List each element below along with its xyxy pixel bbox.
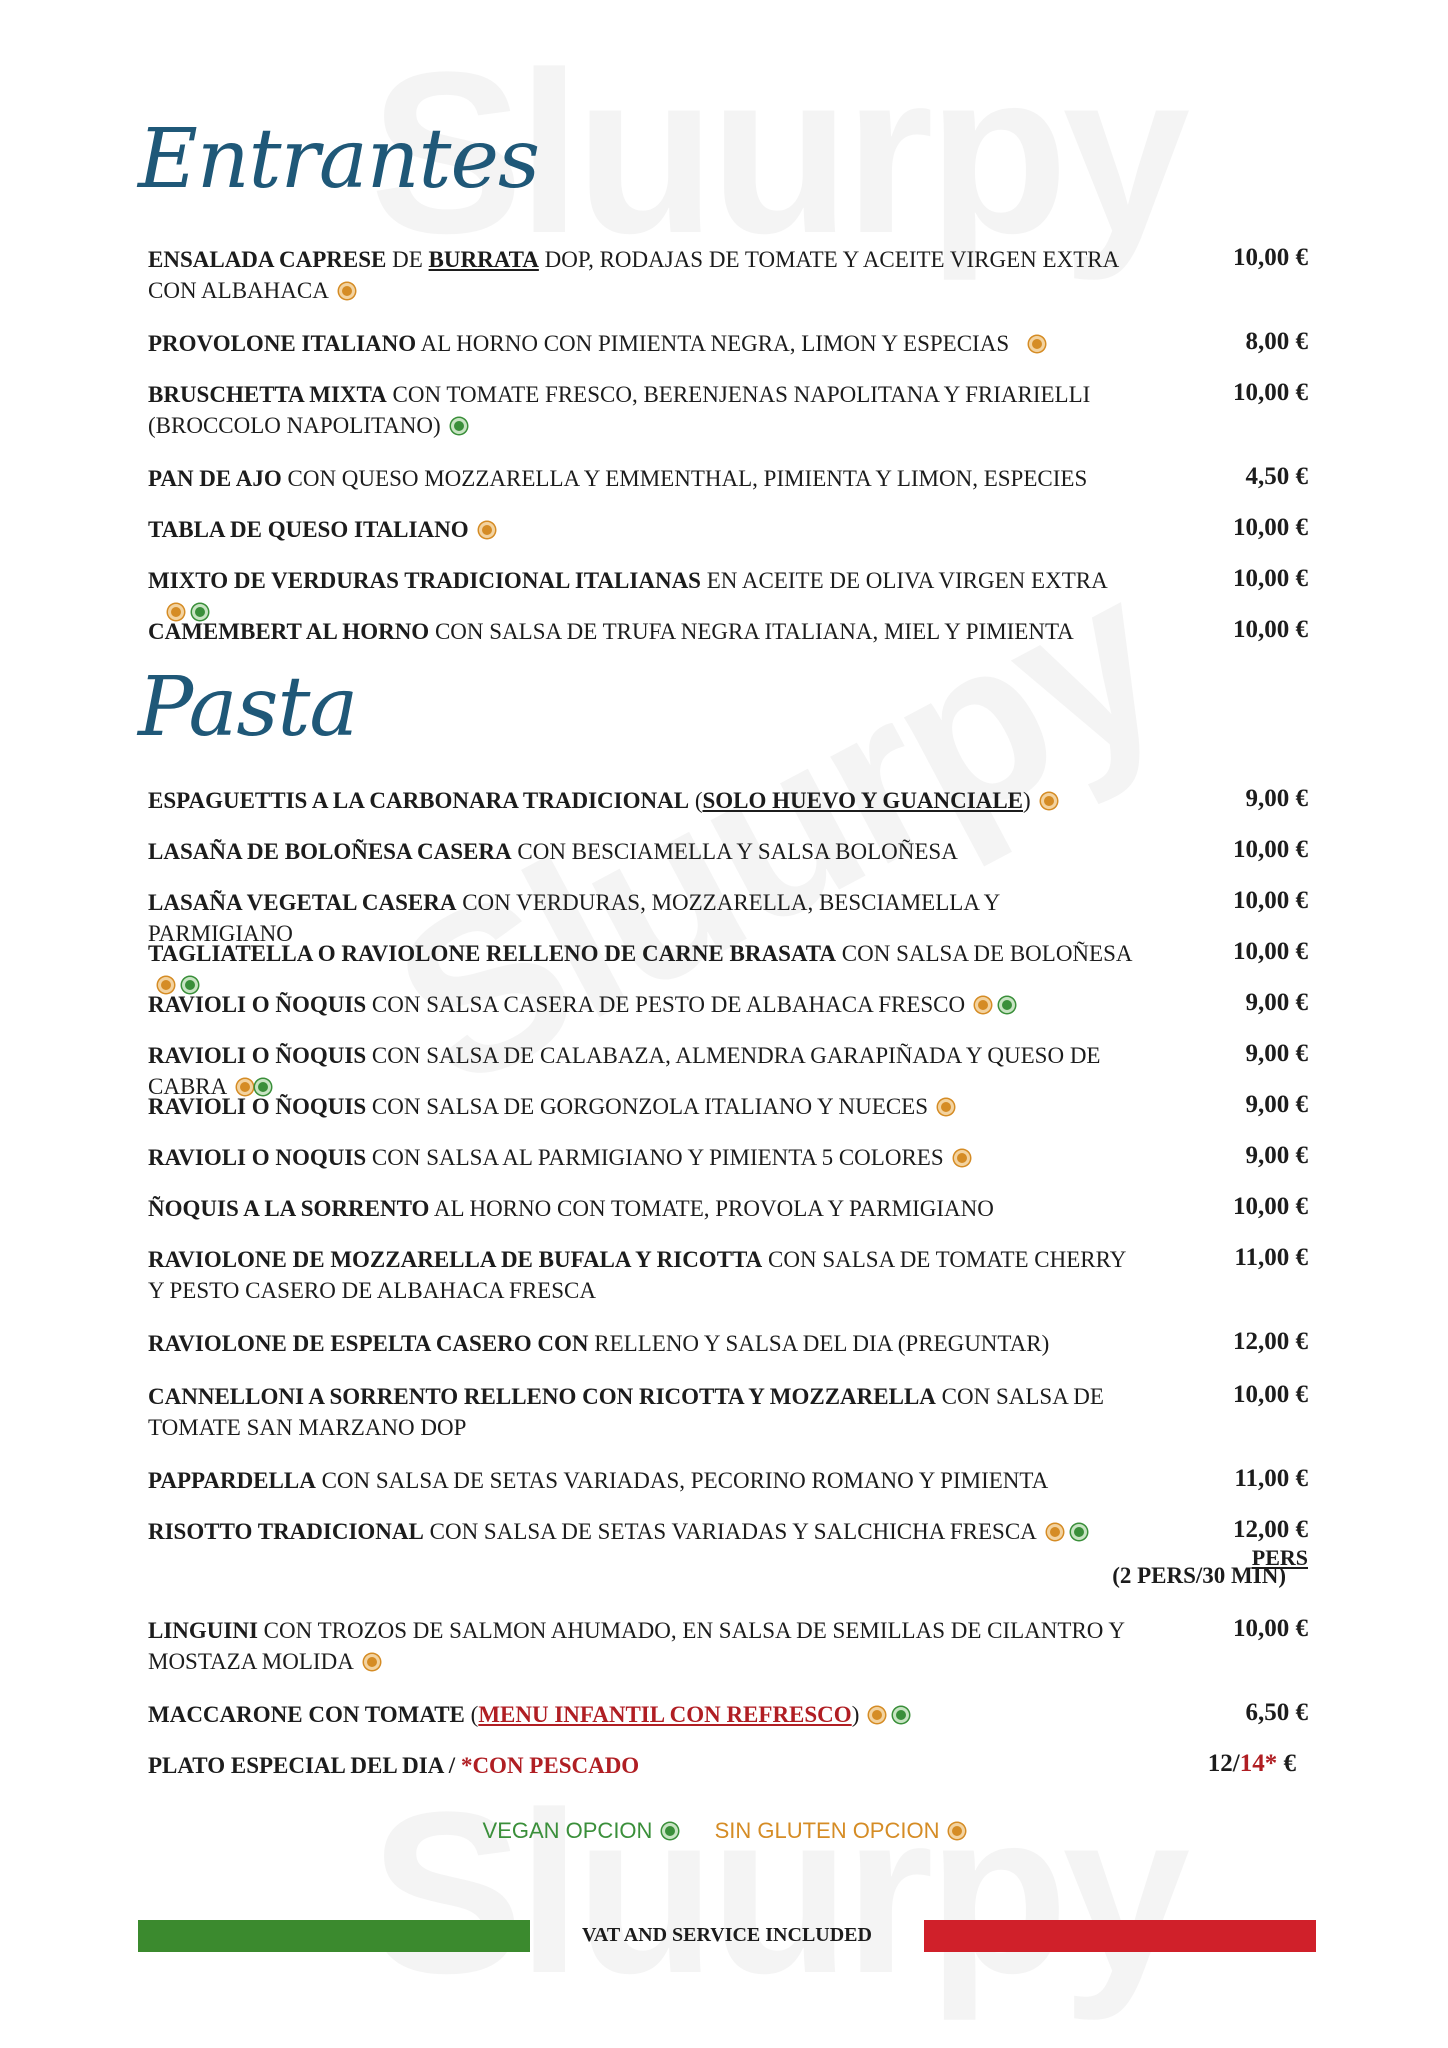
menu-item: LASAÑA VEGETAL CASERA CON VERDURAS, MOZZARELLA, BESCIAMELLA Y PARMIGIANO 10,00 € (148, 887, 1308, 946)
menu-item: MACCARONE CON TOMATE (MENU INFANTIL CON REFRESCO) 6,50 € (148, 1699, 1308, 1727)
item-price: 12,00 € (1233, 1328, 1308, 1355)
gluten-free-icon (975, 997, 991, 1013)
item-price: 9,00 € (1245, 785, 1308, 812)
item-price: 9,00 € (1245, 989, 1308, 1016)
section-title-pasta: Pasta (138, 660, 358, 755)
menu-item: PAN DE AJO CON QUESO MOZZARELLA Y EMMENTHAL, PIMIENTA Y LIMON, ESPECIES 4,50 € (148, 463, 1308, 491)
item-price: 10,00 € (1233, 938, 1308, 965)
item-price: 10,00 € (1233, 836, 1308, 863)
item-price: 10,00 € (1233, 887, 1308, 914)
item-price: 10,00 € (1233, 565, 1308, 592)
menu-item: BRUSCHETTA MIXTA CON TOMATE FRESCO, BERENJENAS NAPOLITANA Y FRIARIELLI (BROCCOLO NAPOLITANO) 10,00 € (148, 379, 1308, 438)
menu-item: ENSALADA CAPRESE DE BURRATA DOP, RODAJAS DE TOMATE Y ACEITE VIRGEN EXTRA CON ALBAHACA 10,00 € (148, 244, 1308, 303)
section-title-entrantes: Entrantes (138, 112, 540, 207)
menu-item: RAVIOLONE DE MOZZARELLA DE BUFALA Y RICOTTA CON SALSA DE TOMATE CHERRY Y PESTO CASERO DE ALBAHACA FRESCA 11,00 € (148, 1244, 1308, 1303)
menu-item: CANNELLONI A SORRENTO RELLENO CON RICOTTA Y MOZZARELLA CON SALSA DE TOMATE SAN MARZANO DOP 10,00 € (148, 1381, 1308, 1440)
menu-item: RAVIOLI O ÑOQUIS CON SALSA DE CALABAZA, ALMENDRA GARAPIÑADA Y QUESO DE CABRA 9,00 € (148, 1040, 1308, 1099)
menu-item: RISOTTO TRADICIONAL CON SALSA DE SETAS VARIADAS Y SALCHICHA FRESCA 12,00 € PERS (148, 1516, 1308, 1570)
gluten-free-icon (339, 283, 355, 299)
item-price: 11,00 € (1234, 1465, 1308, 1492)
legend-gluten: SIN GLUTEN OPCION (714, 1818, 940, 1843)
watermark-bottom (370, 1760, 1184, 2025)
risotto-note: (2 PERS/30 MIN) (1112, 1563, 1286, 1588)
menu-item: LINGUINI CON TROZOS DE SALMON AHUMADO, EN SALSA DE SEMILLAS DE CILANTRO Y MOSTAZA MOLIDA 10,00 € (148, 1615, 1308, 1674)
gluten-free-icon (1047, 1524, 1063, 1540)
item-price: 9,00 € (1245, 1142, 1308, 1169)
menu-item: CAMEMBERT AL HORNO CON SALSA DE TRUFA NEGRA ITALIANA, MIEL Y PIMIENTA 10,00 € (148, 616, 1308, 644)
diet-legend (0, 1818, 1448, 1844)
gluten-free-icon (949, 1823, 965, 1839)
item-price: 10,00 € (1233, 1615, 1308, 1642)
vegan-icon (662, 1823, 678, 1839)
item-price: 9,00 € (1245, 1091, 1308, 1118)
legend-vegan: VEGAN OPCION (482, 1818, 653, 1843)
item-price: 8,00 € (1245, 328, 1308, 355)
flag-red-bar (924, 1920, 1316, 1952)
menu-item: RAVIOLONE DE ESPELTA CASERO CON RELLENO Y SALSA DEL DIA (PREGUNTAR) 12,00 € (148, 1328, 1308, 1356)
menu-item: TAGLIATELLA O RAVIOLONE RELLENO DE CARNE BRASATA CON SALSA DE BOLOÑESA 10,00 € (148, 938, 1308, 1000)
gluten-free-icon (954, 1150, 970, 1166)
menu-item: RAVIOLI O NOQUIS CON SALSA AL PARMIGIANO Y PIMIENTA 5 COLORES 9,00 € (148, 1142, 1308, 1170)
gluten-free-icon (1029, 336, 1045, 352)
price-unit: PERS (1251, 1545, 1308, 1570)
item-price: 10,00 € (1233, 1193, 1308, 1220)
menu-item: PROVOLONE ITALIANO AL HORNO CON PIMIENTA NEGRA, LIMON Y ESPECIAS 8,00 € (148, 328, 1308, 356)
item-price: 10,00 € (1233, 514, 1308, 541)
gluten-free-icon (938, 1099, 954, 1115)
item-price: 10,00 € (1233, 379, 1308, 406)
gluten-free-icon (364, 1654, 380, 1670)
vegan-icon (893, 1707, 909, 1723)
item-price: 10,00 € (1233, 616, 1308, 643)
item-price: 11,00 € (1234, 1244, 1308, 1271)
gluten-free-icon (1041, 793, 1057, 809)
menu-item: PLATO ESPECIAL DEL DIA / *CON PESCADO 12/14* € (148, 1750, 1296, 1778)
menu-item: ÑOQUIS A LA SORRENTO AL HORNO CON TOMATE, PROVOLA Y PARMIGIANO 10,00 € (148, 1193, 1308, 1221)
menu-item: MIXTO DE VERDURAS TRADICIONAL ITALIANAS EN ACEITE DE OLIVA VIRGEN EXTRA 10,00 € (148, 565, 1308, 627)
menu-item: ESPAGUETTIS A LA CARBONARA TRADICIONAL (SOLO HUEVO Y GUANCIALE) 9,00 € (148, 785, 1308, 813)
item-price: 9,00 € (1245, 1040, 1308, 1067)
item-price: 10,00 € (1233, 1381, 1308, 1408)
vegan-icon (999, 997, 1015, 1013)
flag-green-bar (138, 1920, 530, 1952)
menu-item: PAPPARDELLA CON SALSA DE SETAS VARIADAS, PECORINO ROMANO Y PIMIENTA 11,00 € (148, 1465, 1308, 1493)
menu-item: TABLA DE QUESO ITALIANO 10,00 € (148, 514, 1308, 542)
gluten-free-icon (869, 1707, 885, 1723)
menu-item: LASAÑA DE BOLOÑESA CASERA CON BESCIAMELLA Y SALSA BOLOÑESA 10,00 € (148, 836, 1308, 864)
item-price: 10,00 € (1233, 244, 1308, 271)
item-price: 6,50 € (1245, 1699, 1308, 1726)
gluten-free-icon (479, 522, 495, 538)
menu-item: RAVIOLI O ÑOQUIS CON SALSA DE GORGONZOLA ITALIANO Y NUECES 9,00 € (148, 1091, 1308, 1119)
vegan-icon (451, 418, 467, 434)
footer-note: VAT AND SERVICE INCLUDED (582, 1924, 872, 1946)
item-price: 12,00 € PERS (1233, 1516, 1308, 1570)
menu-item: RAVIOLI O ÑOQUIS CON SALSA CASERA DE PESTO DE ALBAHACA FRESCO 9,00 € (148, 989, 1308, 1017)
item-price: 4,50 € (1245, 463, 1308, 490)
item-price: 12/14* € (1207, 1750, 1296, 1777)
vegan-icon (1071, 1524, 1087, 1540)
